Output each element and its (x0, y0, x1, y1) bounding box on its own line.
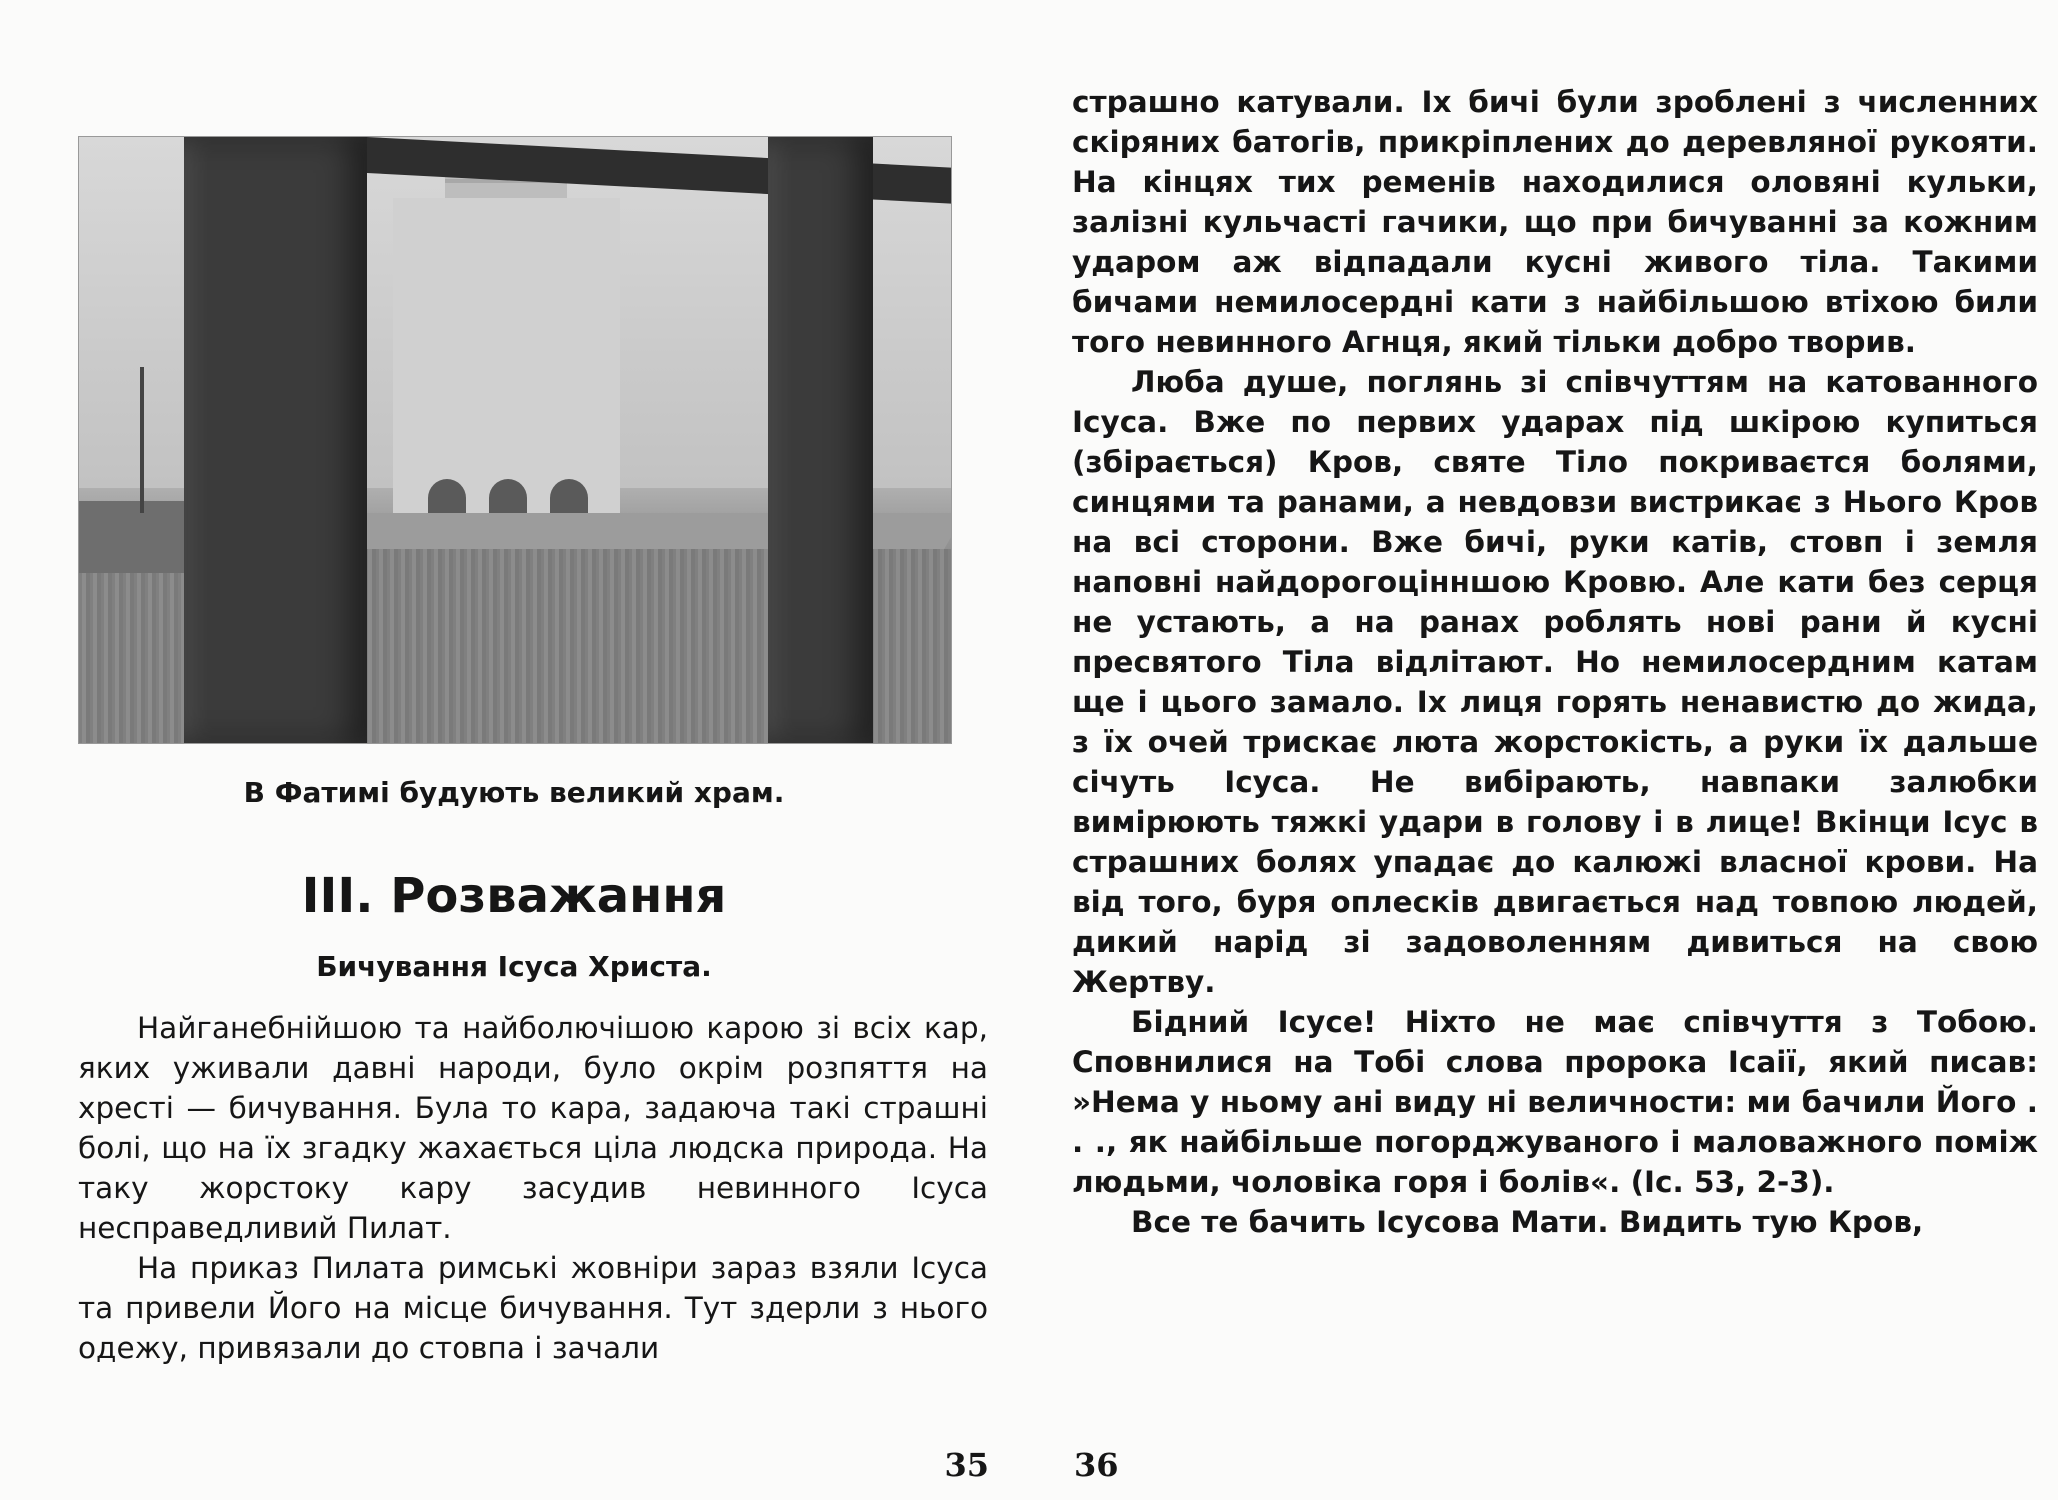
chapter-title: ІІІ. Розважання (301, 868, 727, 924)
right-body-text (1072, 82, 2038, 1242)
photo-column-right (768, 137, 873, 743)
paragraph: На приказ Пилата римські жовніри зараз взяли Ісуса та привели Його на місце бичування. Тут здерли з нього одежу, привязали до стовпа і зачали (78, 1251, 988, 1365)
fatima-basilica-photo (78, 136, 952, 744)
page-number: 36 (1074, 1446, 1119, 1484)
photo-caption: В Фатимі будують великий храм. (243, 776, 785, 809)
left-body-text (78, 1008, 988, 1368)
photo-lamp (140, 367, 144, 512)
photo-basilica (393, 198, 620, 525)
right-page (1029, 0, 2058, 1500)
paragraph: Найганебнійшою та найболючішою карою зі всіх кар, яких уживали давні народи, було окрім розпяття на хресті — бичування. Була то кара, задаюча такі страшні болі, що на їх згадку жахається ціла людска природа. На таку жорстоку кару засудив невинного Ісуса несправедливий Пилат. (78, 1011, 988, 1245)
chapter-subtitle: Бичування Ісуса Христа. (316, 950, 712, 983)
paragraph: Все те бачить Ісусова Мати. Видить тую Кров, (1131, 1205, 1924, 1239)
photo-column-left (184, 137, 367, 743)
page-number: 35 (944, 1446, 989, 1484)
photo-trees (79, 501, 184, 574)
paragraph: страшно катували. Іх бичі були зроблені з численних скіряних батогів, прикріплених до деревляної рукояти. На кінцях тих ременів находилися оловяні кульки, залізні кульчасті гачики, що при бичуванні за кожним ударом аж відпадали кусні живого тіла. Такими бичами немилосердні кати з найбільшою втіхою били того невинного Агнця, який тільки добро творив. (1072, 85, 2038, 359)
paragraph: Люба душе, поглянь зі співчуттям на катованного Ісуса. Вже по первих ударах під шкірою купиться (збірається) Кров, святе Тіло покриваєтся болями, синцями та ранами, а невдовзи вистрикає з Нього Кров на всі сторони. Вже бичі, руки катів, стовп і земля наповні найдорогоцінншою Кровю. Але кати без серця не устають, а на ранах роблять нові рани й кусні пресвятого Тіла відлітают. Но немилосердним катам ще і цього замало. Іх лиця горять ненавистю до жида, з їх очей трискає люта жорстокість, а руки їх дальше січуть Ісуса. Не вибірають, навпаки залюбки вимірюють тяжкі удари в голову і в лице! Вкінци Ісус в страшних болях упадає до калюжі власної крови. На від того, буря оплесків двигається над товпою людей, дикий нарід зі задоволенням дивиться на свою Жертву. (1072, 365, 2038, 999)
paragraph: Бідний Ісусе! Ніхто не має співчуття з Тобою. Сповнилися на Тобі слова пророка Ісаії, який писав: »Нема у ньому ані виду ні величности: ми бачили Його . . ., як найбільше погорджуваного і маловажного поміж людьми, чоловіка горя і болів«. (Іс. 53, 2-3). (1072, 1005, 2038, 1199)
